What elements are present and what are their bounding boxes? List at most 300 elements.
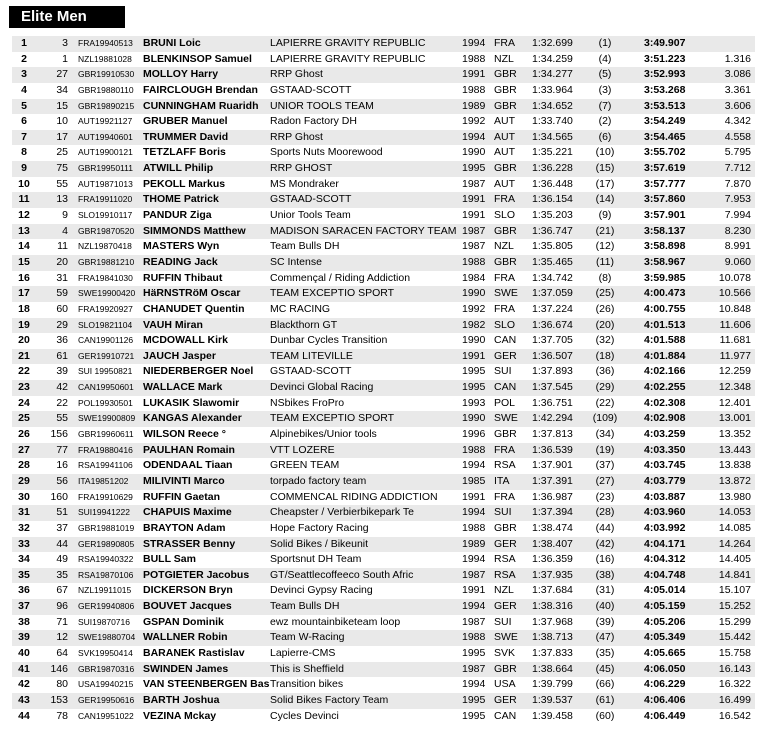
split-time-cell: 1:37.935 (532, 568, 573, 581)
birth-year-cell: 1987 (462, 240, 486, 253)
final-time-cell: 4:03.779 (644, 474, 686, 487)
position-cell: 4 (21, 83, 27, 96)
uci-id-cell: GER19890805 (78, 538, 135, 549)
uci-id-cell: GER19950616 (78, 694, 135, 705)
uci-id-cell: AUT19921127 (78, 116, 133, 127)
rider-name-cell: WILSON Reece ° (143, 428, 226, 441)
split-rank-cell: (34) (595, 428, 615, 441)
birth-year-cell: 1988 (462, 83, 486, 96)
split-time-cell: 1:35.221 (532, 146, 573, 159)
final-time-cell: 4:02.255 (644, 381, 686, 394)
gap-cell: 7.870 (724, 177, 751, 190)
position-cell: 25 (18, 412, 30, 425)
uci-id-cell: RSA19941106 (78, 460, 133, 471)
team-cell: NSbikes FroPro (270, 396, 345, 409)
position-cell: 34 (18, 553, 30, 566)
team-cell: Devinci Gypsy Racing (270, 584, 373, 597)
final-time-cell: 3:59.985 (644, 271, 686, 284)
gap-cell: 3.606 (724, 99, 751, 112)
team-cell: Sportsnut DH Team (270, 553, 362, 566)
rider-name-cell: THOME Patrick (143, 193, 219, 206)
position-cell: 17 (18, 287, 30, 300)
final-time-cell: 4:05.159 (644, 600, 686, 613)
final-time-cell: 4:00.755 (644, 302, 686, 315)
table-row (12, 599, 755, 615)
birth-year-cell: 1988 (462, 443, 486, 456)
final-time-cell: 3:57.777 (644, 177, 686, 190)
gap-cell: 14.405 (718, 553, 751, 566)
table-row (12, 145, 755, 161)
gap-cell: 15.299 (718, 615, 751, 628)
team-cell: Cheapster / Verbierbikepark Te (270, 506, 414, 519)
birth-year-cell: 1994 (462, 130, 486, 143)
final-time-cell: 3:53.268 (644, 83, 686, 96)
team-cell: Team W-Racing (270, 631, 345, 644)
final-time-cell: 4:01.588 (644, 334, 686, 347)
gap-cell: 3.086 (724, 68, 751, 81)
position-cell: 14 (18, 240, 30, 253)
rider-name-cell: POTGIETER Jacobus (143, 568, 250, 581)
uci-id-cell: GBR19881210 (78, 256, 135, 267)
nation-cell: FRA (494, 443, 515, 456)
position-cell: 9 (21, 162, 27, 175)
split-rank-cell: (20) (595, 318, 615, 331)
split-rank-cell: (16) (595, 553, 615, 566)
split-rank-cell: (60) (595, 709, 615, 722)
gap-cell: 7.953 (724, 193, 751, 206)
nation-cell: RSA (494, 568, 516, 581)
split-time-cell: 1:37.901 (532, 459, 573, 472)
split-time-cell: 1:37.684 (532, 584, 573, 597)
gap-cell: 8.230 (724, 224, 751, 237)
gap-cell: 4.342 (724, 115, 751, 128)
uci-id-cell: GBR19870316 (78, 663, 135, 674)
nation-cell: GER (494, 537, 517, 550)
position-cell: 32 (18, 521, 30, 534)
final-time-cell: 4:03.259 (644, 428, 686, 441)
position-cell: 11 (18, 193, 30, 206)
final-time-cell: 3:55.702 (644, 146, 686, 159)
nation-cell: SLO (494, 318, 516, 331)
final-time-cell: 3:57.860 (644, 193, 686, 206)
rider-name-cell: VEZINA Mckay (143, 709, 217, 722)
uci-id-cell: GER19940806 (78, 601, 135, 612)
final-time-cell: 3:53.513 (644, 99, 686, 112)
uci-id-cell: SUI19941222 (78, 507, 130, 518)
split-rank-cell: (15) (595, 162, 615, 175)
birth-year-cell: 1988 (462, 52, 486, 65)
split-time-cell: 1:37.968 (532, 615, 573, 628)
nation-cell: AUT (494, 146, 515, 159)
birth-year-cell: 1985 (462, 474, 486, 487)
team-cell: GSTAAD-SCOTT (270, 365, 352, 378)
position-cell: 33 (18, 537, 30, 550)
nation-cell: CAN (494, 709, 517, 722)
position-cell: 38 (18, 615, 30, 628)
bib-cell: 71 (56, 615, 68, 628)
split-time-cell: 1:37.833 (532, 646, 573, 659)
gap-cell: 13.443 (718, 443, 751, 456)
split-time-cell: 1:34.277 (532, 68, 573, 81)
split-rank-cell: (66) (595, 678, 615, 691)
split-time-cell: 1:36.987 (532, 490, 573, 503)
birth-year-cell: 1989 (462, 99, 486, 112)
position-cell: 42 (18, 678, 30, 691)
birth-year-cell: 1991 (462, 584, 486, 597)
uci-id-cell: GBR19960611 (78, 429, 134, 440)
final-time-cell: 4:05.665 (644, 646, 686, 659)
nation-cell: AUT (494, 177, 515, 190)
uci-id-cell: USA19940215 (78, 679, 134, 690)
birth-year-cell: 1990 (462, 412, 486, 425)
gap-cell: 15.758 (718, 646, 751, 659)
nation-cell: NZL (494, 240, 514, 253)
split-rank-cell: (47) (595, 631, 615, 644)
rider-name-cell: SWINDEN James (143, 662, 229, 675)
rider-name-cell: MCDOWALL Kirk (143, 334, 228, 347)
bib-cell: 16 (56, 459, 68, 472)
nation-cell: GBR (494, 68, 517, 81)
final-time-cell: 4:01.884 (644, 349, 686, 362)
position-cell: 36 (18, 584, 30, 597)
final-time-cell: 4:06.050 (644, 662, 686, 675)
team-cell: GREEN TEAM (270, 459, 340, 472)
birth-year-cell: 1990 (462, 334, 486, 347)
nation-cell: SUI (494, 615, 512, 628)
uci-id-cell: RSA19940322 (78, 554, 134, 565)
uci-id-cell: SVK19950414 (78, 647, 133, 658)
bib-cell: 36 (56, 334, 68, 347)
bib-cell: 160 (50, 490, 68, 503)
split-rank-cell: (19) (595, 443, 615, 456)
split-rank-cell: (23) (595, 490, 615, 503)
split-rank-cell: (8) (598, 271, 612, 284)
split-time-cell: 1:42.294 (532, 412, 573, 425)
bib-cell: 35 (56, 568, 68, 581)
uci-id-cell: GBR19870520 (78, 225, 135, 236)
bib-cell: 59 (56, 287, 68, 300)
uci-id-cell: FRA19940513 (78, 38, 133, 48)
gap-cell: 13.001 (718, 412, 751, 425)
rider-name-cell: BULL Sam (143, 553, 196, 566)
rider-name-cell: PEKOLL Markus (143, 177, 226, 190)
nation-cell: SWE (494, 412, 518, 425)
final-time-cell: 4:03.350 (644, 443, 686, 456)
table-row (12, 333, 755, 349)
team-cell: Devinci Global Racing (270, 381, 374, 394)
rider-name-cell: GRUBER Manuel (143, 115, 228, 128)
table-row (12, 396, 755, 412)
split-rank-cell: (25) (595, 287, 615, 300)
gap-cell: 12.259 (718, 365, 751, 378)
split-time-cell: 1:35.805 (532, 240, 573, 253)
gap-cell: 11.977 (719, 349, 751, 362)
uci-id-cell: FRA19911020 (78, 194, 133, 205)
nation-cell: SWE (494, 631, 518, 644)
gap-cell: 14.085 (718, 521, 751, 534)
bib-cell: 15 (56, 99, 68, 112)
rider-name-cell: SIMMONDS Matthew (143, 224, 246, 237)
split-time-cell: 1:33.740 (532, 115, 573, 128)
bib-cell: 64 (56, 646, 68, 659)
nation-cell: GBR (494, 162, 517, 175)
position-cell: 2 (21, 52, 27, 65)
bib-cell: 55 (56, 412, 68, 425)
bib-cell: 10 (56, 115, 68, 128)
team-cell: LAPIERRE GRAVITY REPUBLIC (270, 52, 426, 65)
split-rank-cell: (40) (595, 600, 615, 613)
gap-cell: 5.795 (724, 146, 751, 159)
team-cell: VTT LOZERE (270, 443, 335, 456)
split-rank-cell: (22) (595, 396, 615, 409)
uci-id-cell: AUT19871013 (78, 178, 133, 189)
uci-id-cell: SWE19880704 (78, 632, 136, 643)
birth-year-cell: 1987 (462, 568, 486, 581)
bib-cell: 61 (56, 349, 68, 362)
birth-year-cell: 1984 (462, 271, 486, 284)
final-time-cell: 4:05.206 (644, 615, 686, 628)
rider-name-cell: GSPAN Dominik (143, 615, 224, 628)
team-cell: SC Intense (270, 255, 322, 268)
split-rank-cell: (38) (595, 568, 615, 581)
uci-id-cell: POL19930501 (78, 397, 133, 408)
position-cell: 37 (18, 600, 30, 613)
table-row (12, 521, 755, 537)
bib-cell: 1 (62, 52, 68, 65)
gap-cell: 8.991 (724, 240, 751, 253)
team-cell: ewz mountainbiketeam loop (270, 615, 401, 628)
birth-year-cell: 1989 (462, 537, 486, 550)
table-row (12, 458, 755, 474)
split-time-cell: 1:36.674 (532, 318, 573, 331)
birth-year-cell: 1982 (462, 318, 486, 331)
table-row (12, 52, 755, 68)
table-row (12, 505, 755, 521)
birth-year-cell: 1994 (462, 600, 486, 613)
split-time-cell: 1:34.742 (532, 271, 573, 284)
position-cell: 29 (18, 474, 30, 487)
bib-cell: 37 (56, 521, 68, 534)
bib-cell: 60 (56, 302, 68, 315)
table-row (12, 36, 755, 52)
team-cell: GSTAAD-SCOTT (270, 193, 352, 206)
rider-name-cell: PANDUR Ziga (143, 209, 212, 222)
table-row (12, 630, 755, 646)
gap-cell: 4.558 (724, 130, 751, 143)
rider-name-cell: TRUMMER David (143, 130, 229, 143)
nation-cell: FRA (494, 37, 515, 49)
gap-cell: 7.712 (724, 162, 751, 175)
team-cell: MADISON SARACEN FACTORY TEAM (270, 224, 457, 237)
position-cell: 44 (18, 709, 30, 722)
split-time-cell: 1:34.259 (532, 52, 573, 65)
gap-cell: 7.994 (724, 209, 751, 222)
bib-cell: 44 (56, 537, 68, 550)
split-time-cell: 1:36.154 (532, 193, 573, 206)
position-cell: 8 (21, 146, 27, 159)
bib-cell: 56 (56, 474, 68, 487)
rider-name-cell: CHAPUIS Maxime (143, 506, 232, 519)
rider-name-cell: NIEDERBERGER Noel (143, 365, 254, 378)
position-cell: 43 (18, 693, 30, 706)
birth-year-cell: 1995 (462, 365, 486, 378)
birth-year-cell: 1987 (462, 177, 486, 190)
position-cell: 35 (18, 568, 30, 581)
birth-year-cell: 1993 (462, 396, 486, 409)
rider-name-cell: RUFFIN Thibaut (143, 271, 223, 284)
final-time-cell: 4:04.312 (644, 553, 686, 566)
bib-cell: 75 (56, 162, 68, 175)
final-time-cell: 4:02.308 (644, 396, 686, 409)
table-row (12, 224, 755, 240)
position-cell: 16 (18, 271, 30, 284)
split-rank-cell: (21) (595, 224, 615, 237)
split-rank-cell: (109) (592, 412, 618, 425)
gap-cell: 10.566 (718, 287, 751, 300)
table-row (12, 677, 755, 693)
nation-cell: FRA (494, 302, 515, 315)
uci-id-cell: GER19910721 (78, 350, 135, 361)
rider-name-cell: BOUVET Jacques (143, 600, 232, 613)
uci-id-cell: AUT19940601 (78, 131, 133, 142)
position-cell: 28 (18, 459, 30, 472)
bib-cell: 55 (56, 177, 68, 190)
split-time-cell: 1:37.705 (532, 334, 573, 347)
split-rank-cell: (4) (598, 52, 612, 65)
split-rank-cell: (28) (595, 506, 615, 519)
split-time-cell: 1:35.465 (532, 255, 573, 268)
table-row (12, 709, 755, 725)
rider-name-cell: MILIVINTI Marco (143, 474, 225, 487)
rider-name-cell: CUNNINGHAM Ruaridh (143, 99, 259, 112)
nation-cell: GBR (494, 662, 517, 675)
table-row (12, 161, 755, 177)
bib-cell: 29 (56, 318, 68, 331)
team-cell: GT/Seattlecoffeeco South Afric (270, 568, 414, 581)
final-time-cell: 4:05.349 (644, 631, 686, 644)
nation-cell: SUI (494, 365, 512, 378)
gap-cell: 11.606 (719, 318, 751, 331)
table-row (12, 286, 755, 302)
final-time-cell: 4:06.406 (644, 693, 686, 706)
split-rank-cell: (9) (598, 209, 612, 222)
rider-name-cell: ATWILL Philip (143, 162, 214, 175)
rider-name-cell: BRUNI Loic (143, 37, 201, 49)
split-time-cell: 1:37.893 (532, 365, 573, 378)
rider-name-cell: VAN STEENBERGEN Bas (143, 678, 270, 691)
bib-cell: 49 (56, 553, 68, 566)
rider-name-cell: DICKERSON Bryn (143, 584, 233, 597)
split-time-cell: 1:39.799 (532, 678, 573, 691)
team-cell: COMMENCAL RIDING ADDICTION (270, 490, 438, 503)
nation-cell: POL (494, 396, 516, 409)
split-time-cell: 1:37.059 (532, 287, 573, 300)
bib-cell: 11 (57, 240, 68, 253)
rider-name-cell: BARANEK Rastislav (143, 646, 245, 659)
birth-year-cell: 1995 (462, 646, 486, 659)
gap-cell: 9.060 (724, 255, 751, 268)
split-rank-cell: (2) (598, 115, 612, 128)
nation-cell: FRA (494, 271, 515, 284)
gap-cell: 3.361 (724, 83, 751, 96)
uci-id-cell: GBR19880110 (78, 84, 134, 95)
uci-id-cell: SUI19870716 (78, 616, 130, 627)
split-time-cell: 1:37.813 (532, 428, 573, 441)
split-time-cell: 1:34.652 (532, 99, 573, 112)
birth-year-cell: 1988 (462, 255, 486, 268)
split-time-cell: 1:38.474 (532, 521, 573, 534)
birth-year-cell: 1991 (462, 490, 486, 503)
team-cell: Lapierre-CMS (270, 646, 336, 659)
table-row (12, 208, 755, 224)
uci-id-cell: CAN19951022 (78, 710, 134, 721)
team-cell: GSTAAD-SCOTT (270, 83, 352, 96)
team-cell: Cycles Devinci (270, 709, 339, 722)
position-cell: 7 (21, 130, 27, 143)
rider-name-cell: MASTERS Wyn (143, 240, 220, 253)
nation-cell: FRA (494, 193, 515, 206)
table-row (12, 177, 755, 193)
team-cell: Radon Factory DH (270, 115, 357, 128)
table-row (12, 552, 755, 568)
uci-id-cell: GBR19881019 (78, 522, 135, 533)
table-row (12, 349, 755, 365)
birth-year-cell: 1994 (462, 37, 486, 49)
split-rank-cell: (3) (598, 83, 612, 96)
gap-cell: 12.401 (718, 396, 751, 409)
rider-name-cell: LUKASIK Slawomir (143, 396, 240, 409)
uci-id-cell: CAN19950601 (78, 382, 134, 393)
position-cell: 40 (18, 646, 30, 659)
table-row (12, 411, 755, 427)
bib-cell: 34 (56, 83, 68, 96)
table-row (12, 568, 755, 584)
table-row (12, 583, 755, 599)
rider-name-cell: BRAYTON Adam (143, 521, 226, 534)
team-cell: Sports Nuts Moorewood (270, 146, 383, 159)
final-time-cell: 4:00.473 (644, 287, 686, 300)
nation-cell: GBR (494, 224, 517, 237)
split-time-cell: 1:37.391 (532, 474, 573, 487)
uci-id-cell: CAN19901126 (78, 335, 134, 346)
rider-name-cell: HäRNSTRöM Oscar (143, 287, 241, 300)
position-cell: 5 (21, 99, 27, 112)
position-cell: 22 (18, 365, 30, 378)
bib-cell: 9 (62, 209, 68, 222)
rider-name-cell: WALLNER Robin (143, 631, 228, 644)
gap-cell: 15.252 (718, 600, 751, 613)
table-row (12, 693, 755, 709)
position-cell: 27 (18, 443, 30, 456)
split-rank-cell: (37) (595, 459, 615, 472)
uci-id-cell: ITA19851202 (78, 475, 129, 486)
birth-year-cell: 1995 (462, 709, 486, 722)
table-row (12, 99, 755, 115)
rider-name-cell: FAIRCLOUGH Brendan (143, 83, 258, 96)
uci-id-cell: SLO19821104 (78, 319, 133, 330)
split-rank-cell: (7) (598, 99, 612, 112)
gap-cell: 10.848 (718, 302, 751, 315)
birth-year-cell: 1987 (462, 662, 486, 675)
team-cell: RRP Ghost (270, 130, 323, 143)
rider-name-cell: ODENDAAL Tiaan (143, 459, 233, 472)
team-cell: Team Bulls DH (270, 600, 340, 613)
uci-id-cell: SWE19900420 (78, 288, 136, 299)
team-cell: Dunbar Cycles Transition (270, 334, 388, 347)
rider-name-cell: VAUH Miran (143, 318, 203, 331)
table-row (12, 427, 755, 443)
gap-cell: 10.078 (718, 271, 751, 284)
